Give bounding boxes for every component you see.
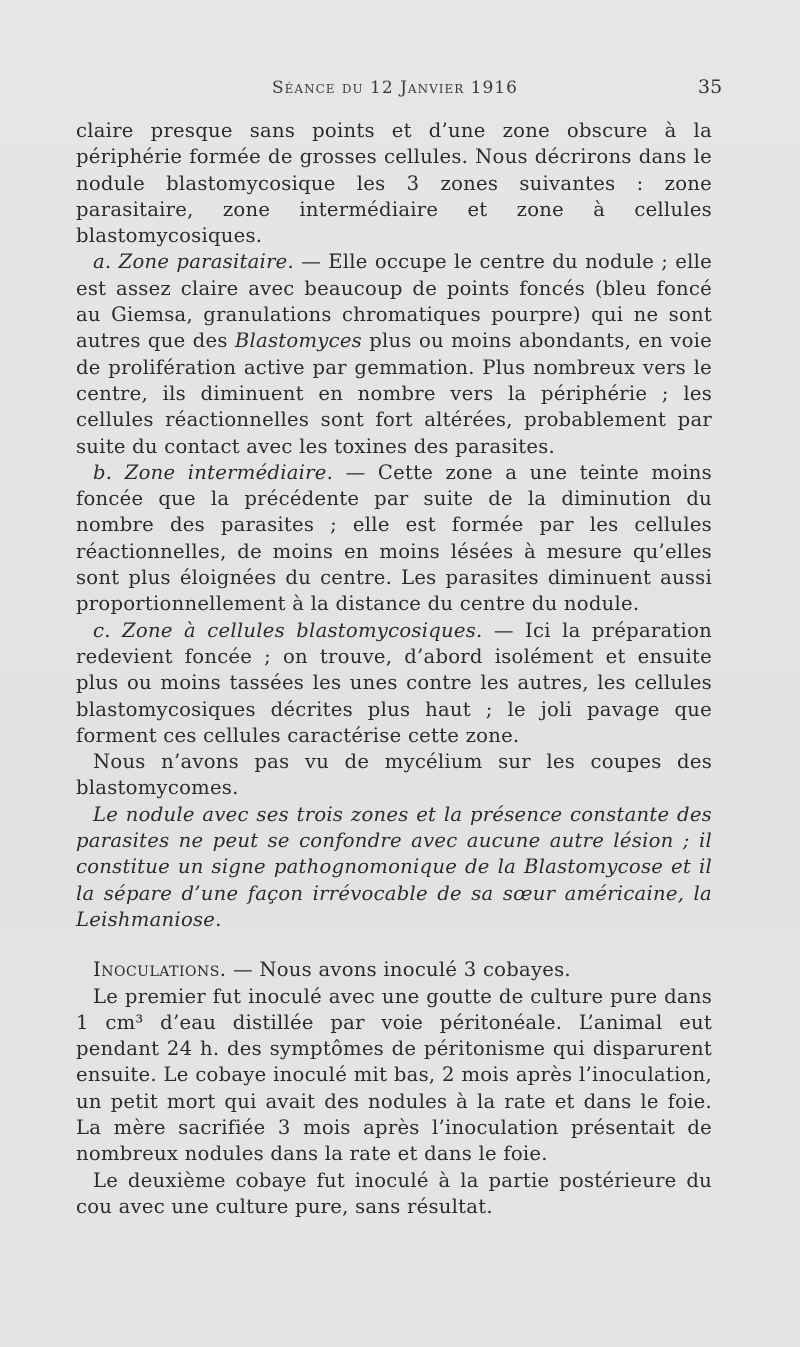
inoculations-text: — Nous avons inoculé 3 cobayes. <box>226 958 571 982</box>
paragraph-zone-cellules <box>76 618 712 749</box>
paragraph-zone-parasitaire <box>76 249 712 459</box>
paragraph-second-cobaye: Le deuxième cobaye fut inoculé à la partie postérieure du cou avec une culture pure, sans résultat. <box>76 1168 712 1218</box>
zone-cellules-title: c. Zone à cellules blastomycosiques. <box>93 618 483 642</box>
zone-parasitaire-text-rest: plus ou moins abondants, en voie de prolifération active par gemmation. Plus nombreux vers le centre, ils diminuent en nombre vers la périphérie ; les cellules réactionnelles sont fort altérées, probablement par suite du contact avec les toxines des parasites. <box>76 329 712 458</box>
running-head <box>0 78 800 102</box>
paragraph-conclusion: Le nodule avec ses trois zones et la présence constante des parasites ne peut se confondre avec aucune autre lésion ; il constitue un signe pathognomonique de la Blastomycose et il la sépare d’une façon irrévocable de sa sœur américaine, la Leishmaniose. <box>76 802 712 931</box>
zone-intermediaire-title: b. Zone intermédiaire. <box>93 460 334 484</box>
zone-parasitaire-title: a. Zone parasitaire. <box>93 250 295 274</box>
page-number: 35 <box>698 76 723 98</box>
body-text <box>76 118 712 1220</box>
paragraph-first-cobaye: Le premier fut inoculé avec une goutte de culture pure dans 1 cm³ d’eau distillée par voie péritonéale. L’animal eut pendant 24 h. des symptômes de péritonisme qui disparurent ensuite. Le cobaye inoculé mit bas, 2 mois après l’inoculation, un petit mort qui avait des nodules à la rate et dans le foie. La mère sacrifiée 3 mois après l’inoculation présentait de nombreux nodules dans la rate et dans le foie. <box>76 984 712 1166</box>
paragraph-inoculations <box>76 957 712 983</box>
paragraph-continuation: claire presque sans points et d’une zone obscure à la périphérie formée de grosses cellules. Nous décrirons dans le nodule blastomycosique les 3 zones suivantes : zone parasitaire, zone intermédiaire et zone à cellules blastomycosiques. <box>76 119 712 248</box>
paragraph-zone-intermediaire <box>76 460 712 618</box>
zone-intermediaire-text: — Cette zone a une teinte moins foncée que la précédente par suite de la diminution du nombre des parasites ; elle est formée par les cellules réactionnelles, de moins en moins lésées à mesure qu’elles sont plus éloignées du centre. Les parasites diminuent aussi proportionnellement à la distance du centre du nodule. <box>76 460 712 616</box>
zone-parasitaire-text: — Elle occupe le centre du nodule ; elle est assez claire avec beaucoup de points foncés (bleu foncé au Giemsa, granulations chromatiques pourpre) qui ne sont autres que des <box>76 250 712 353</box>
section-gap <box>76 933 712 957</box>
paragraph-mycelium: Nous n’avons pas vu de mycélium sur les coupes des blastomycomes. <box>76 750 712 800</box>
inoculations-heading: Inoculations. <box>93 958 227 982</box>
genus-blastomyces: Blastomyces <box>234 329 362 353</box>
zone-cellules-text: — Ici la préparation redevient foncée ; on trouve, d’abord isolément et ensuite plus ou moins tassées les unes contre les autres, les cellules blastomycosiques décrites plus haut ; le joli pavage que forment ces cellules caractérise cette zone. <box>76 618 712 747</box>
running-title: Séance du 12 Janvier 1916 <box>272 78 518 98</box>
